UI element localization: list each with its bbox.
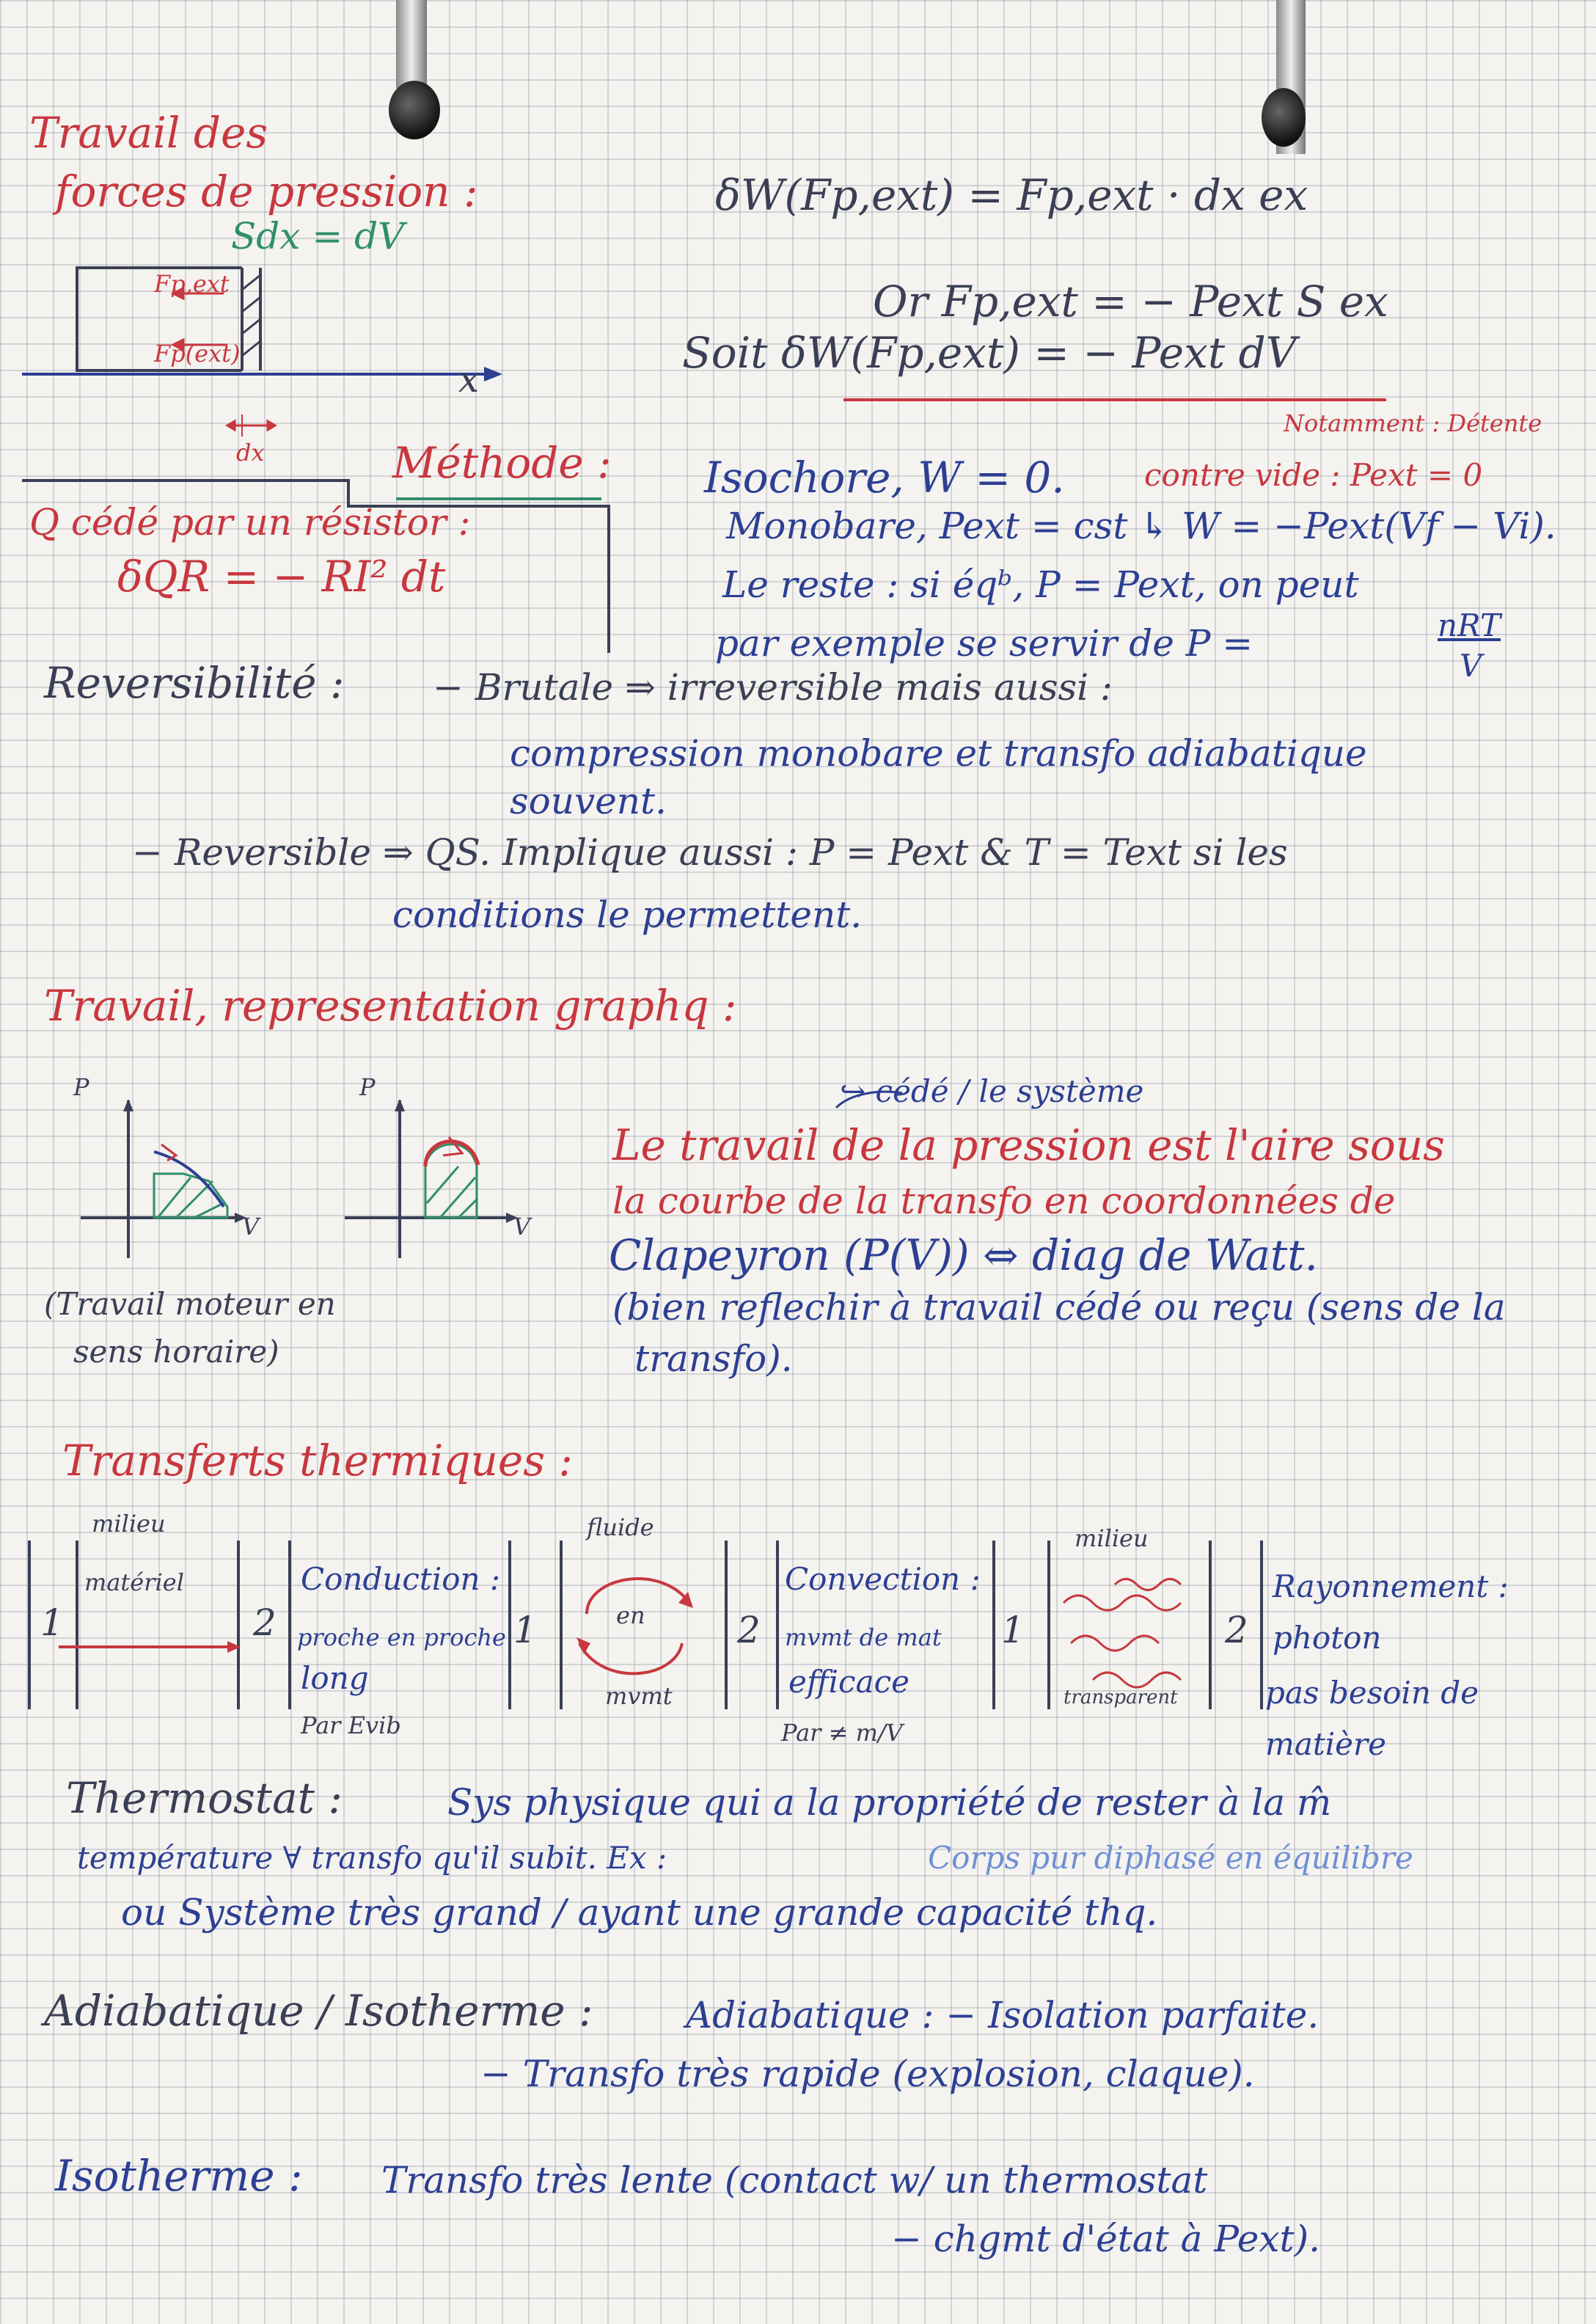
dx-label: dx [236,439,265,467]
moteur-text-1: (Travail moteur en [44,1286,336,1322]
convection-node-2: 2 [737,1609,761,1651]
fluide-label: fluide [587,1513,654,1541]
graph-text-4: (bien reflechir à travail cédé ou reçu (sens de la [612,1286,1506,1329]
equation-soit: Soit δW(Fp,ext) = − Pext dV [682,328,1297,378]
milieu-materiel-2: matériel [84,1568,184,1596]
brutale-text: − Brutale ⇒ irreversible mais aussi : [433,666,1113,709]
isotherme-text-2: − chgmt d'état à Pext). [891,2218,1321,2260]
thermostat-line2: température ∀ transfo qu'il subit. Ex : [77,1840,667,1876]
convection-par: Par ≠ m/V [781,1719,903,1747]
fp-ext-label-2: Fp(ext) [154,340,241,368]
rayonnement-besoin: pas besoin de [1265,1675,1479,1711]
thermostat-label: Thermostat : [66,1773,343,1823]
adiabatique-text-2: − Transfo très rapide (explosion, claque). [480,2053,1255,2095]
rayonnement-node-1: 1 [1001,1609,1025,1651]
nrt-numerator: nRT [1438,607,1501,643]
conditions-text: conditions le permettent. [392,894,863,936]
conduction-node-1: 1 [40,1601,64,1644]
graph1-v-label: V [242,1213,260,1240]
milieu-label: milieu [1075,1524,1149,1552]
graph1-p-label: P [73,1073,89,1101]
milieu-materiel-1: milieu [92,1510,166,1538]
q-resistor-equation: δQR = − RI² dt [117,552,446,602]
travail-title-line1: Travail des [29,108,268,158]
conduction-evib: Par Evib [301,1711,401,1739]
adiabatique-text: Adiabatique : − Isolation parfaite. [686,1994,1319,2036]
conduction-label: Conduction : [301,1561,501,1597]
conduction-proche: proche en proche [297,1623,506,1651]
equation-or: Or Fp,ext = − Pext S ex [873,277,1388,326]
convection-node-1: 1 [513,1609,537,1651]
graph2-p-label: P [359,1073,376,1101]
transparent-label: transparent [1064,1687,1178,1709]
cede-systeme-note: ↪ cédé / le système [840,1073,1144,1109]
rayonnement-node-2: 2 [1225,1609,1248,1651]
travail-title-line2: forces de pression : [55,167,478,216]
convection-efficace: efficace [788,1664,909,1700]
isotherme-text-1: Transfo très lente (contact w/ un thermostat [381,2159,1208,2201]
reversible-text: − Reversible ⇒ QS. Implique aussi : P = Pext & T = Text si les [132,831,1288,874]
souvent-text: souvent. [510,780,667,822]
conduction-long: long [301,1660,369,1696]
thermostat-line3: ou Système très grand / ayant une grande capacité thq. [121,1891,1158,1934]
rayonnement-photon: photon [1273,1620,1382,1656]
thermostat-corps-pur: Corps pur diphasé en équilibre [928,1840,1413,1876]
graph-text-5: transfo). [634,1337,793,1380]
q-cede-text: Q cédé par un résistor : [29,501,471,544]
x-axis-label: x [458,358,480,401]
rayonnement-matiere: matière [1265,1726,1386,1762]
graph-text-2: la courbe de la transfo en coordonnées de [612,1180,1396,1222]
compression-text: compression monobare et transfo adiabatique [510,732,1367,775]
notamment-detente: Notamment : Détente [1284,409,1542,437]
convection-label: Convection : [785,1561,981,1597]
reversibilite-label: Reversibilité : [44,658,345,708]
transferts-title: Transferts thermiques : [62,1436,573,1486]
graph-section-title: Travail, representation graphq : [44,981,737,1031]
sdx-label: Sdx = dV [231,215,405,257]
reste-text-2: par exemple se servir de P = [715,622,1253,665]
monobare-text: Monobare, Pext = cst ↳ W = −Pext(Vf − Vi). [726,505,1556,547]
equation-dw: δW(Fp,ext) = Fp,ext · dx ex [715,170,1308,220]
methode-label: Méthode : [392,438,612,488]
graph2-v-label: V [513,1213,531,1240]
graph-text-1: Le travail de la pression est l'aire sous [612,1120,1445,1170]
thermostat-line1: Sys physique qui a la propriété de rester à la m̂ [447,1781,1332,1824]
fp-ext-label-1: Fp,ext [154,270,230,298]
moteur-text-2: sens horaire) [73,1334,279,1370]
rayonnement-label: Rayonnement : [1273,1568,1509,1604]
adiab-iso-label: Adiabatique / Isotherme : [44,1986,593,2036]
graph-text-3: Clapeyron (P(V)) ⇔ diag de Watt. [609,1230,1318,1280]
isochore-text: Isochore, W = 0. [704,453,1065,503]
conduction-node-2: 2 [253,1601,277,1644]
mvmt-label: mvmt [605,1682,673,1710]
en-label: en [616,1601,645,1629]
isotherme-label: Isotherme : [55,2151,303,2201]
convection-mvmt: mvmt de mat [785,1623,942,1651]
contre-vide-text: contre vide : Pext = 0 [1144,457,1483,493]
nrt-denominator: V [1460,648,1482,684]
reste-text-1: Le reste : si éqᵇ, P = Pext, on peut [722,563,1359,606]
